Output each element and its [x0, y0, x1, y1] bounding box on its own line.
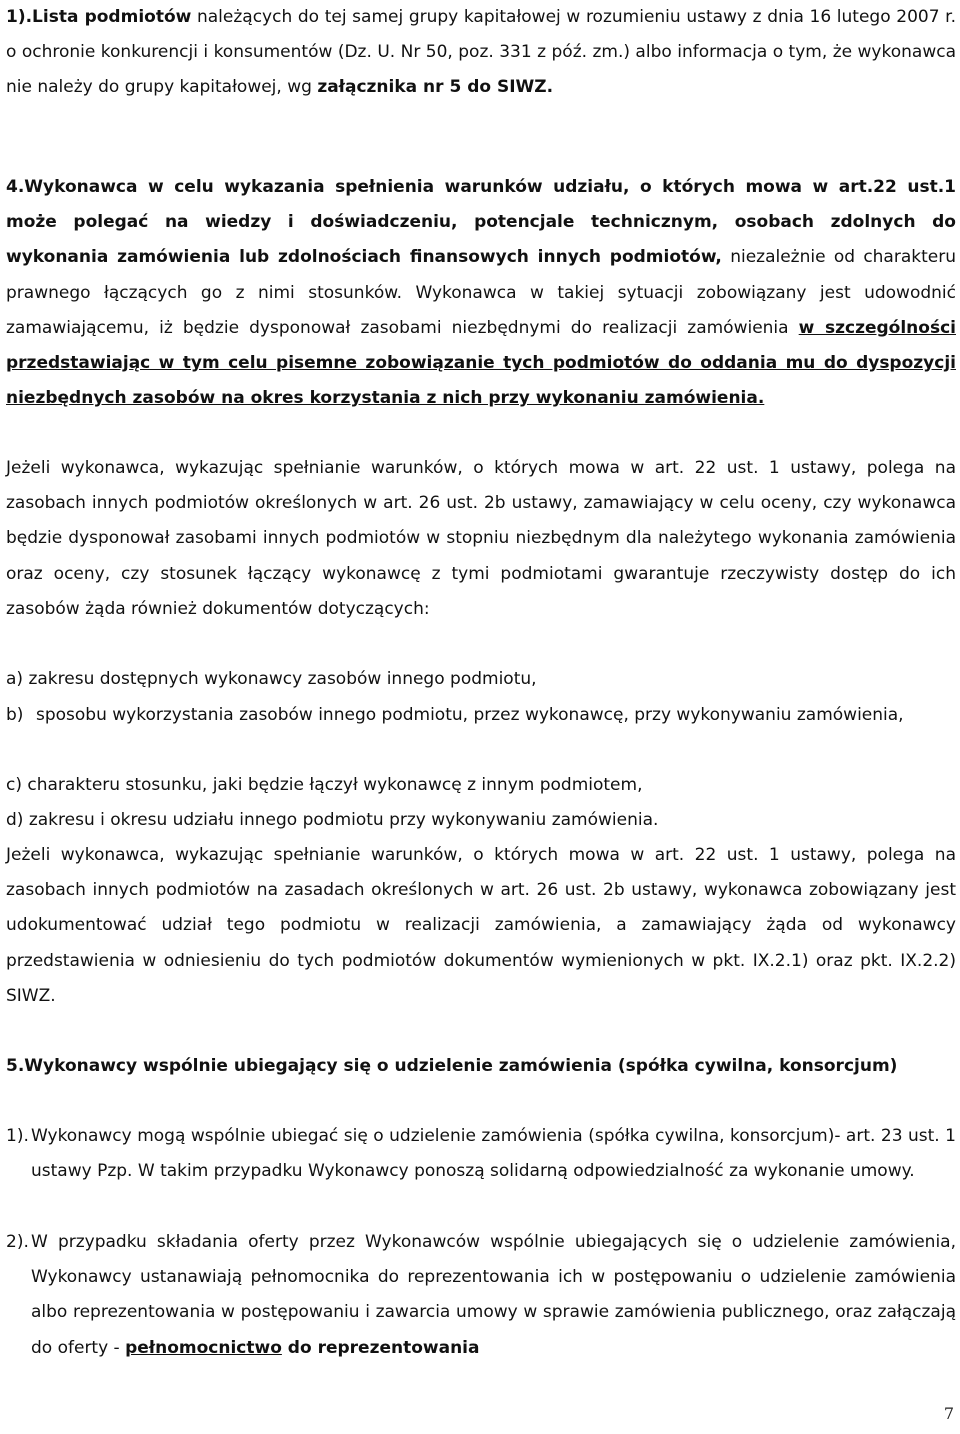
list-label: c)	[6, 775, 22, 795]
list-item-c	[6, 768, 956, 803]
representation-text: do reprezentowania	[281, 1337, 480, 1358]
page-number: 7	[943, 1404, 954, 1423]
item-1-paragraph	[6, 0, 956, 106]
list-text: zakresu i okresu udziału innego podmiotu przy wykonywaniu zamówienia.	[28, 810, 659, 830]
list-text: zakresu dostępnych wykonawcy zasobów innego podmiotu,	[28, 669, 537, 689]
power-of-attorney: pełnomocnictwo	[125, 1337, 282, 1358]
section-4-paragraph	[6, 170, 956, 416]
section-5-heading: 5.Wykonawcy wspólnie ubiegający się o udzielenie zamówienia (spółka cywilna, konsorcjum)	[6, 1056, 898, 1076]
item-text: Wykonawcy mogą wspólnie ubiegać się o udzielenie zamówienia (spółka cywilna, konsorcjum)- art. 23 ust. 1 ustawy Pzp. W takim przypadku Wykonawcy ponoszą solidarną odpowiedzialność za wykonanie umowy.	[31, 1126, 956, 1182]
item-1-text: należących do tej samej grupy kapitałowej w rozumieniu ustawy z dnia 16 lutego 2007 r. o ochronie konkurencji i konsumentów (Dz. U. Nr 50, poz. 331 z póź. zm.) albo informacja o tym, że wykonawca nie należy do grupy kapitałowej, wg	[6, 7, 956, 98]
item-label: 1).	[6, 1126, 29, 1146]
list-text: charakteru stosunku, jaki będzie łączył wykonawcę z innym podmiotem,	[27, 775, 643, 795]
item-label: 2).	[6, 1232, 29, 1252]
section-4-heading: 4.Wykonawca w celu wykazania spełnienia warunków udziału, o których mowa w art.22 ust.1 może polegać na wiedzy i doświadczeniu, potencjale technicznym, osobach zdolnych do wykonania zamówienia lub zdolnościach finansowych innych podmiotów,	[6, 177, 956, 268]
item-1-attachment-ref: załącznika nr 5 do SIWZ.	[317, 77, 554, 98]
list-label: b)	[6, 705, 24, 725]
section-4-obligation: w szczególności przedstawiając w tym celu pisemne zobowiązanie tych podmiotów do oddania mu do dyspozycji niezbędnych zasobów na okres korzystania z nich przy wykonaniu zamówienia.	[6, 317, 956, 409]
paragraph-documentation: Jeżeli wykonawca, wykazując spełnianie warunków, o których mowa w art. 22 ust. 1 ustawy, polega na zasobach innych podmiotów na zasadach określonych w art. 26 ust. 2b ustawy, wykonawca zobowiązany jest udokumentować udział tego podmiotu w realizacji zamówienia, a zamawiający żąda od wykonawcy przedstawienia w odniesieniu do tych podmiotów dokumentów wymienionych w pkt. IX.2.1) oraz pkt. IX.2.2) SIWZ.	[6, 845, 956, 1006]
list-item-d	[6, 803, 956, 838]
list-text: sposobu wykorzystania zasobów innego podmiotu, przez wykonawcę, przy wykonywaniu zamówienia,	[36, 705, 904, 725]
item-text	[31, 1225, 956, 1366]
list-label: d)	[6, 810, 24, 830]
paragraph-resources: Jeżeli wykonawca, wykazując spełnianie warunków, o których mowa w art. 22 ust. 1 ustawy, polega na zasobach innych podmiotów określonych w art. 26 ust. 2b ustawy, zamawiający w celu oceny, czy wykonawca będzie dysponował zasobami innych podmiotów w stopniu niezbędnym dla należytego wykonania zamówienia oraz oceny, czy stosunek łączący wykonawcę z tymi podmiotami gwarantuje rzeczywisty dostęp do ich zasobów żąda również dokumentów dotyczących:	[6, 458, 956, 619]
list-item-a	[6, 662, 956, 697]
section-4-text: niezależnie od charakteru prawnego łączących go z nimi stosunków. Wykonawca w takiej sytuacji zobowiązany jest udowodnić zamawiającemu, iż będzie dysponował zasobami niezbędnymi do realizacji zamówienia	[6, 247, 956, 338]
item-1-label: 1).Lista podmiotów	[6, 7, 192, 27]
item-text-body: W przypadku składania oferty przez Wykonawców wspólnie ubiegających się o udzielenie zamówienia, Wykonawcy ustanawiają pełnomocnika do reprezentowania ich w postępowaniu o udzielenie zamówienia albo reprezentowania w postępowaniu i zawarcia umowy w sprawie zamówienia publicznego, oraz załączają do oferty -	[31, 1232, 956, 1358]
list-label: a)	[6, 669, 24, 689]
